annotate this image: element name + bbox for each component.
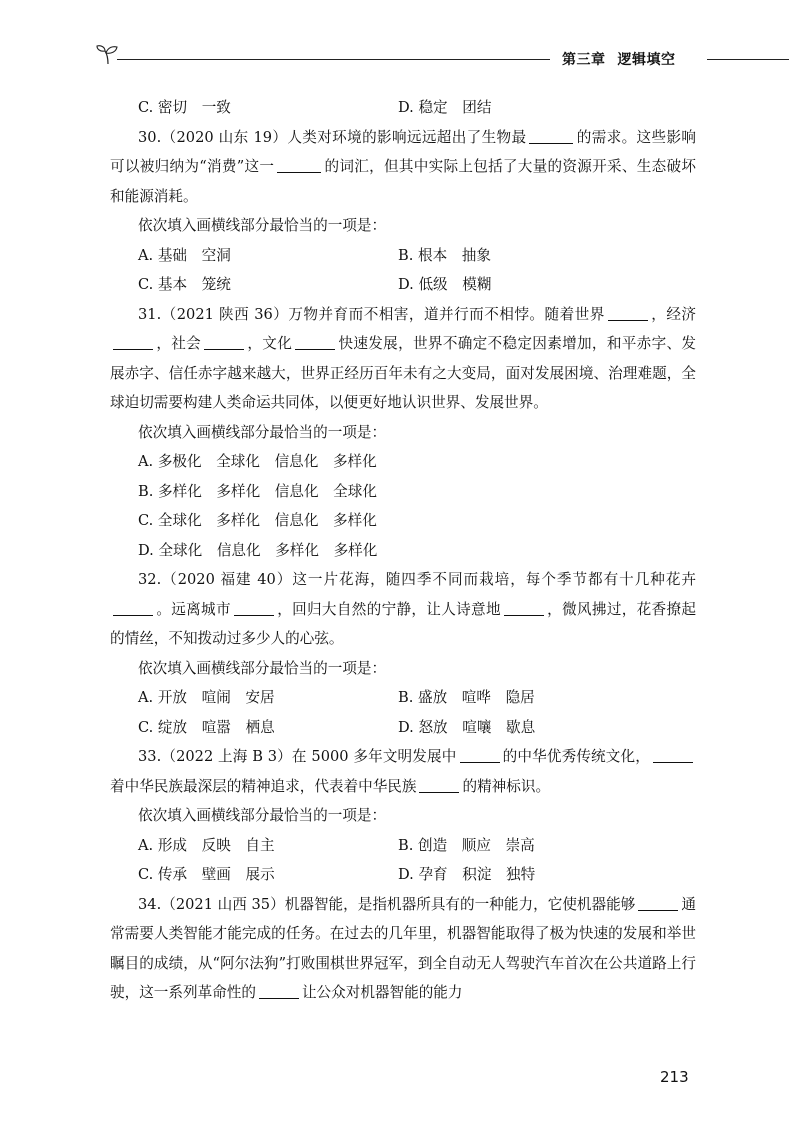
- page-number: 213: [660, 1068, 689, 1086]
- answer-blank: [204, 334, 244, 350]
- q33-options-ab: [110, 831, 696, 861]
- q29-options-cd: [110, 93, 696, 123]
- q29-option-d: D. 稳定 团结: [398, 99, 492, 116]
- answer-blank: [419, 777, 459, 793]
- answer-blank: [638, 895, 678, 911]
- answer-blank: [295, 334, 335, 350]
- q32-option-a: A. 开放 喧闹 安居: [138, 689, 275, 706]
- q30-option-b: B. 根本 抽象: [398, 246, 491, 264]
- q33-options-cd: [110, 860, 696, 890]
- q30-options-ab: [110, 241, 696, 271]
- q30-option-a: A. 基础 空洞: [138, 246, 231, 264]
- answer-blank: [504, 600, 544, 616]
- q31-prompt: 依次填入画横线部分最恰当的一项是：: [138, 423, 387, 441]
- q31-stem: 31.（2021 陕西 36）万物并育而不相害，道并行而不相悖。随着世界 ，经济，社会 ，文化 快速发展，世界不确定不稳定因素增加，和平赤字、发展赤字、信任赤字越来越大，世界正经历百年未有之大变局，面对发展困境、治理难题，全球迫切需要构建人类命运共同体，以便更好地认识世界、发展世界。: [110, 305, 696, 411]
- q30-options-cd: [110, 270, 696, 300]
- q33-option-b: B. 创造 顺应 崇高: [398, 836, 535, 854]
- header-rule-left: [117, 59, 550, 60]
- q32-option-c: C. 绽放 喧嚣 栖息: [138, 718, 275, 736]
- q32-options-ab: [110, 683, 696, 713]
- chapter-title: 逻辑填空: [617, 52, 676, 68]
- q30-prompt: 依次填入画横线部分最恰当的一项是：: [138, 217, 387, 234]
- answer-blank: [277, 157, 321, 173]
- q32-prompt: 依次填入画横线部分最恰当的一项是：: [138, 659, 387, 677]
- q33-option-a: A. 形成 反映 自主: [138, 836, 275, 854]
- q32-option-b: B. 盛放 喧哗 隐居: [398, 689, 535, 706]
- q34-stem: 34.（2021 山西 35）机器智能，是指机器所具有的一种能力，它使机器能够 通常需要人类智能才能完成的任务。在过去的几年里，机器智能取得了极为快速的发展和举世瞩目的成绩，从“阿尔法狗”打败围棋世界冠军，到全自动无人驾驶汽车首次在公共道路上行驶，这一系列革命性的 让公众对机器智能的能力: [110, 895, 696, 1001]
- q31-number: 31.（2021 陕西 36）: [138, 305, 289, 323]
- q33-stem: 33.（2022 上海 B 3）在 5000 多年文明发展中 的中华优秀传统文化，着中华民族最深层的精神追求，代表着中华民族 的精神标识。: [110, 742, 696, 801]
- q32-stem: 32.（2020 福建 40）这一片花海，随四季不同而栽培，每个季节都有十几种花卉。远离城市 ，回归大自然的宁静，让人诗意地 ，微风拂过，花香撩起的情丝，不知拨动过多少人的心弦。: [110, 571, 696, 647]
- answer-blank: [529, 128, 573, 144]
- q31-option-d: D. 全球化 信息化 多样化 多样化: [138, 541, 378, 559]
- q34-number: 34.（2021 山西 35）: [138, 895, 285, 913]
- q31-option-b: B. 多样化 多样化 信息化 全球化: [138, 482, 377, 500]
- q30-option-d: D. 低级 模糊: [398, 276, 492, 293]
- header-rule-right: [707, 59, 789, 60]
- answer-blank: [113, 600, 153, 616]
- q30-option-c: C. 基本 笼统: [138, 276, 231, 293]
- q32-number: 32.（2020 福建 40）: [138, 571, 293, 588]
- sprout-icon: [95, 44, 121, 66]
- chapter-number: 第三章: [562, 52, 606, 68]
- answer-blank: [608, 305, 648, 321]
- q29-option-c: C. 密切 一致: [138, 99, 231, 116]
- answer-blank: [234, 600, 274, 616]
- answer-blank: [259, 983, 299, 999]
- q33-number: 33.（2022 上海 B 3）: [138, 748, 292, 765]
- page-header: [95, 44, 695, 74]
- q33-option-c: C. 传承 壁画 展示: [138, 866, 275, 883]
- q33-prompt: 依次填入画横线部分最恰当的一项是：: [138, 807, 387, 824]
- answer-blank: [460, 747, 500, 763]
- q30-number: 30.（2020 山东 19）: [138, 128, 288, 146]
- answer-blank: [653, 747, 693, 763]
- page-content: [110, 93, 696, 1008]
- q31-option-c: C. 全球化 多样化 信息化 多样化: [138, 512, 377, 529]
- q32-option-d: D. 怒放 喧嚷 歇息: [398, 718, 536, 736]
- chapter-heading: [562, 49, 676, 69]
- q32-options-cd: [110, 713, 696, 743]
- q31-option-a: A. 多极化 全球化 信息化 多样化: [138, 453, 377, 470]
- q33-option-d: D. 孕育 积淀 独特: [398, 866, 536, 883]
- answer-blank: [113, 334, 153, 350]
- q30-stem: 30.（2020 山东 19）人类对环境的影响远远超出了生物最 的需求。这些影响可以被归纳为“消费”这一 的词汇，但其中实际上包括了大量的资源开采、生态破坏和能源消耗。: [110, 128, 696, 205]
